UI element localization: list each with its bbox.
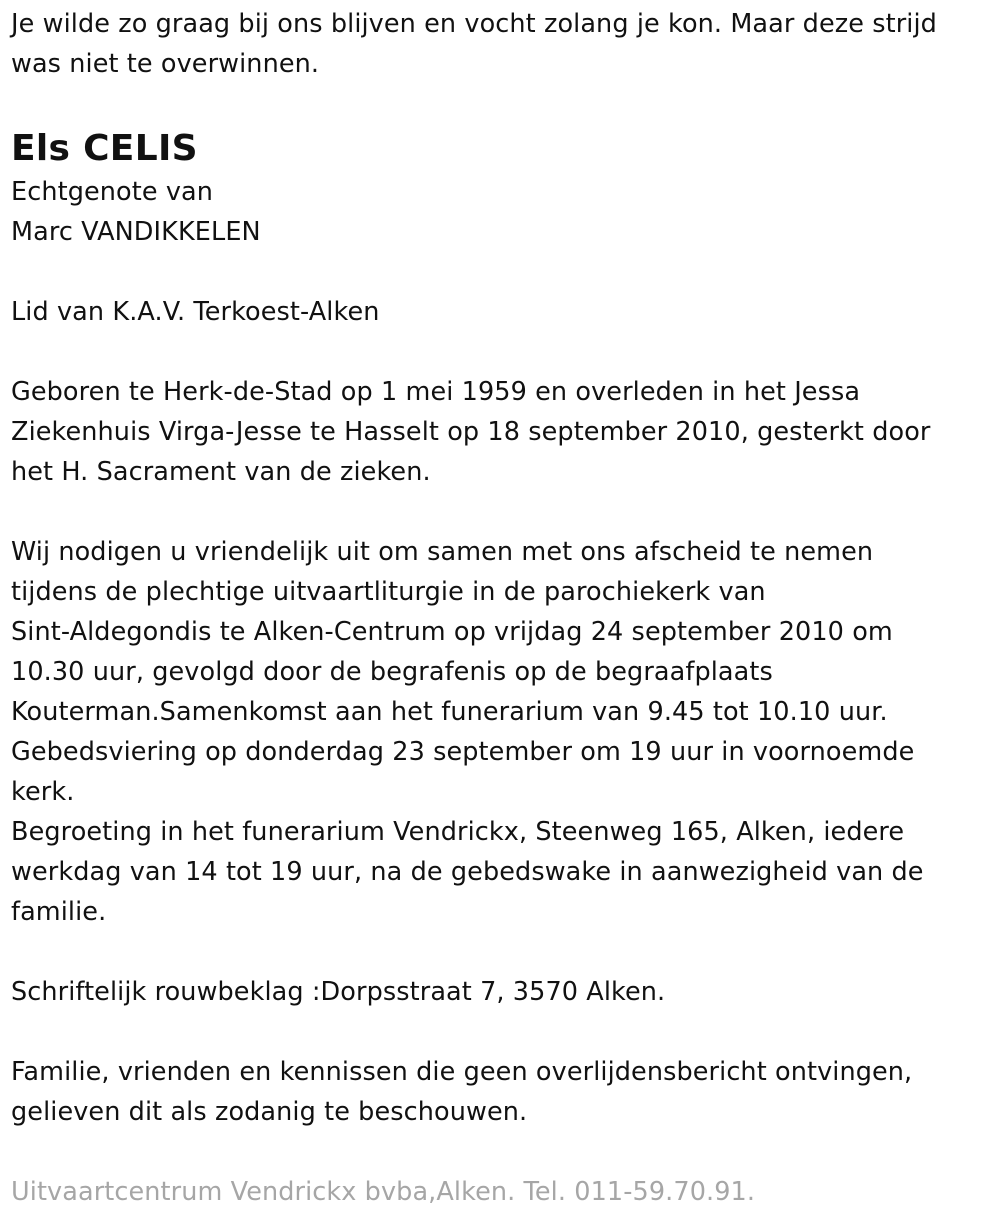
- birth-death-line-1: Geboren te Herk-de-Stad op 1 mei 1959 en overleden in het Jessa: [11, 377, 861, 407]
- birth-death-line-2: Ziekenhuis Virga-Jesse te Hasselt op 18 september 2010, gesterkt door: [11, 417, 931, 447]
- funeral-home-footer: [11, 1172, 990, 1212]
- ceremony-line-1: Wij nodigen u vriendelijk uit om samen met ons afscheid te nemen: [11, 537, 874, 567]
- intro-line-2: was niet te overwinnen.: [11, 49, 320, 79]
- spouse-name: Marc VANDIKKELEN: [11, 217, 261, 247]
- ceremony-line-2: tijdens de plechtige uitvaartliturgie in de parochiekerk van: [11, 577, 766, 607]
- ceremony-line-8: Begroeting in het funerarium Vendrickx, Steenweg 165, Alken, iedere: [11, 817, 905, 847]
- deceased-name: Els CELIS: [11, 128, 198, 169]
- ceremony-line-6: Gebedsviering op donderdag 23 september om 19 uur in voornoemde: [11, 737, 915, 767]
- notice-text: [11, 1052, 990, 1132]
- condolence-line: Schriftelijk rouwbeklag :Dorpsstraat 7, 3570 Alken.: [11, 977, 666, 1007]
- birth-death-text: [11, 372, 990, 492]
- notice-line-1: Familie, vrienden en kennissen die geen overlijdensbericht ontvingen,: [11, 1057, 913, 1087]
- ceremony-text: [11, 532, 990, 932]
- membership-text: [11, 292, 990, 332]
- footer-line: Uitvaartcentrum Vendrickx bvba,Alken. Tel. 011-59.70.91.: [11, 1177, 756, 1207]
- condolence-text: [11, 972, 990, 1012]
- ceremony-line-3: Sint-Aldegondis te Alken-Centrum op vrijdag 24 september 2010 om: [11, 617, 893, 647]
- membership-line: Lid van K.A.V. Terkoest-Alken: [11, 297, 380, 327]
- ceremony-line-5: Kouterman.Samenkomst aan het funerarium van 9.45 tot 10.10 uur.: [11, 697, 888, 727]
- ceremony-line-9: werkdag van 14 tot 19 uur, na de gebedswake in aanwezigheid van de: [11, 857, 924, 887]
- intro-text: [11, 0, 990, 84]
- relation-label: Echtgenote van: [11, 177, 214, 207]
- ceremony-line-7: kerk.: [11, 777, 75, 807]
- birth-death-line-3: het H. Sacrament van de zieken.: [11, 457, 431, 487]
- spouse-block: [11, 172, 990, 252]
- ceremony-line-10: familie.: [11, 897, 107, 927]
- notice-line-2: gelieven dit als zodanig te beschouwen.: [11, 1097, 528, 1127]
- intro-line-1: Je wilde zo graag bij ons blijven en vocht zolang je kon. Maar deze strijd: [11, 9, 937, 39]
- ceremony-line-4: 10.30 uur, gevolgd door de begrafenis op de begraafplaats: [11, 657, 773, 687]
